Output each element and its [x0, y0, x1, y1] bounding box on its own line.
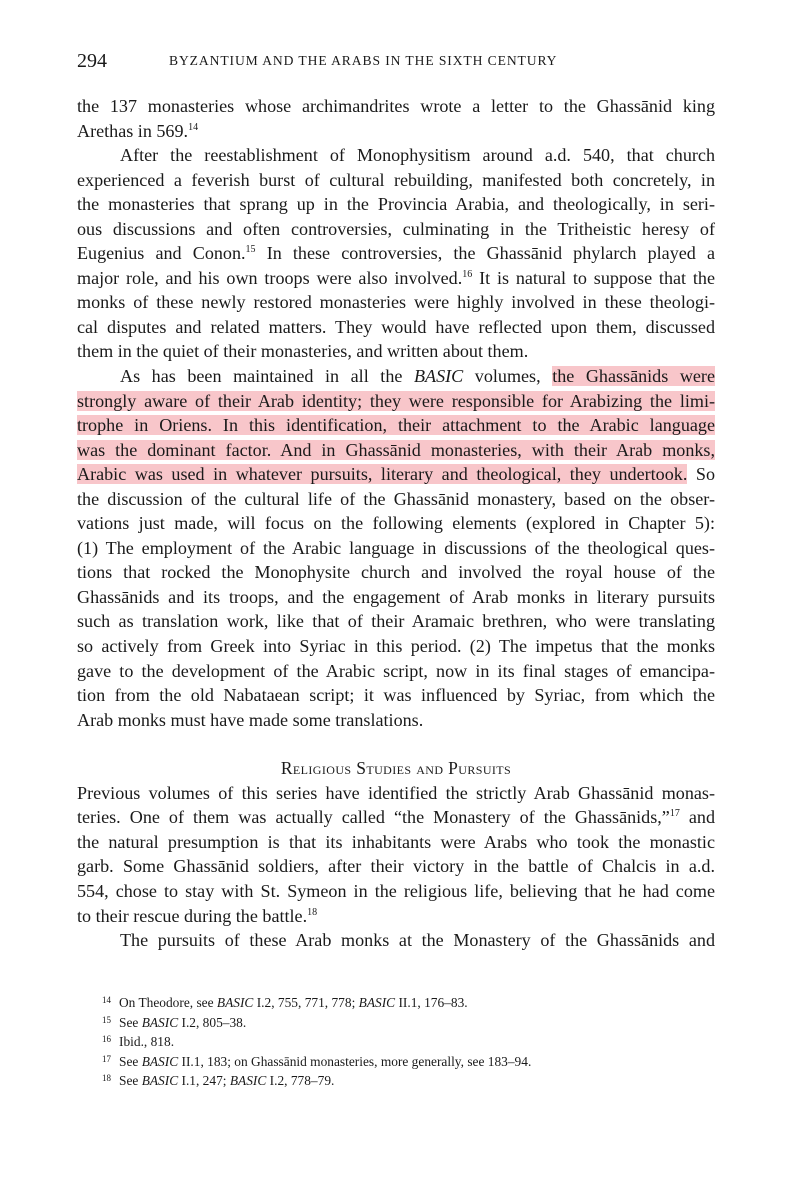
footnote: 14 On Theodore, see BASIC I.2, 755, 771, 778; BASIC II.1, 176–83.: [102, 995, 468, 1010]
text-line: [77, 462, 715, 487]
text-line: [77, 389, 715, 414]
text-line: [77, 904, 715, 929]
footnote-text: II.1, 176–83.: [395, 995, 468, 1010]
footnote-text: II.1, 183; on Ghassānid monasteries, more generally, see 183–94.: [178, 1053, 532, 1069]
text-line: [77, 659, 715, 684]
italic-title: BASIC: [216, 995, 254, 1010]
footnote-ref[interactable]: 16: [462, 268, 473, 280]
text-line: [77, 94, 715, 119]
text-run: Arab monks must have made some translations.: [77, 709, 424, 730]
text-line: [77, 805, 715, 830]
italic-title: BASIC: [413, 366, 464, 387]
footnote: 17 See BASIC II.1, 183; on Ghassānid monasteries, more generally, see 183–94.: [102, 1053, 532, 1069]
text-line: [77, 854, 715, 879]
body-text: [77, 94, 715, 953]
text-run: volumes,: [463, 366, 553, 387]
footnotes: [102, 993, 531, 1091]
text-run: the natural presumption is that its inhabitants were Arabs who took the monastic: [77, 831, 715, 852]
text-line: [77, 266, 715, 291]
text-run: the discussion of the cultural life of the Ghassānid monastery, based on the obser-: [77, 488, 715, 509]
text-line: [77, 413, 715, 438]
section-heading: Religious Studies and Pursuits: [280, 758, 512, 779]
page-number: 294: [77, 50, 107, 72]
text-line: [77, 438, 715, 463]
footnote-text: I.2, 778–79.: [266, 1073, 335, 1089]
footnote-text: See: [119, 1073, 142, 1089]
page-header: [77, 50, 697, 76]
text-run: them in the quiet of their monasteries, and written about them.: [77, 341, 529, 362]
text-line: [77, 119, 715, 144]
paragraphs-after-heading: [77, 781, 715, 953]
text-line: [77, 609, 715, 634]
text-line: [77, 217, 715, 242]
text-run: teries. One of them was actually called “the Monastery of the Ghassānids,”: [77, 807, 670, 828]
text-run: and: [679, 807, 715, 828]
text-line: [77, 364, 715, 389]
text-line: [77, 585, 715, 610]
text-run: experienced a feverish burst of cultural rebuilding, manifested both concretely, in: [77, 169, 715, 190]
text-line: [77, 168, 715, 193]
text-line: [77, 708, 715, 733]
text-run: Previous volumes of this series have identified the strictly Arab Ghassānid monas-: [77, 782, 715, 803]
highlighted-text: Arabic was used in whatever pursuits, literary and theological, they undertook.: [77, 464, 688, 485]
text-run: (1) The employment of the Arabic language in discussions of the theological ques-: [77, 537, 715, 558]
footnote-ref[interactable]: 18: [307, 906, 318, 918]
text-line: [77, 241, 715, 266]
text-run: In these controversies, the Ghassānid phylarch played a: [255, 243, 715, 264]
text-line: [77, 487, 715, 512]
text-run: ous discussions and often controversies, culminating in the Tritheistic heresy of: [77, 218, 715, 239]
footnote: 16 Ibid., 818.: [102, 1034, 175, 1050]
text-run: Arethas in 569.: [77, 120, 189, 141]
text-run: major role, and his own troops were also involved.: [77, 267, 463, 288]
footnote: 18 See BASIC I.1, 247; BASIC I.2, 778–79.: [102, 1073, 335, 1089]
text-run: The pursuits of these Arab monks at the Monastery of the Ghassānids and: [120, 930, 715, 951]
text-run: So: [687, 464, 715, 485]
text-line: [77, 143, 715, 168]
text-line: [77, 536, 715, 561]
text-run: to their rescue during the battle.: [77, 905, 308, 926]
text-line: [77, 928, 715, 953]
footnote: 15 See BASIC I.2, 805–38.: [102, 1014, 247, 1030]
text-line: [77, 683, 715, 708]
text-run: gave to the development of the Arabic script, now in its final stages of emancipa-: [77, 660, 715, 681]
italic-title: BASIC: [358, 995, 396, 1010]
text-line: [77, 879, 715, 904]
text-line: [77, 830, 715, 855]
text-run: 554, chose to stay with St. Symeon in the religious life, believing that he had come: [77, 880, 715, 901]
text-line: [77, 192, 715, 217]
footnote-text: On Theodore, see: [119, 995, 217, 1010]
text-run: garb. Some Ghassānid soldiers, after their victory in the battle of Chalcis in a.d.: [77, 856, 715, 877]
text-run: such as translation work, like that of their Aramaic brethren, who were translating: [77, 611, 715, 632]
italic-title: BASIC: [229, 1073, 267, 1089]
footnote-text: I.2, 805–38.: [178, 1014, 247, 1030]
text-run: tion from the old Nabataean script; it was influenced by Syriac, from which the: [77, 685, 715, 706]
footnote-text: I.2, 755, 771, 778;: [253, 995, 359, 1010]
text-run: As has been maintained in all the: [120, 366, 414, 387]
text-run: so actively from Greek into Syriac in this period. (2) The impetus that the monks: [77, 636, 715, 657]
text-line: [77, 781, 715, 806]
text-run: the 137 monasteries whose archimandrites wrote a letter to the Ghassānid king: [77, 96, 715, 116]
highlighted-text: was the dominant factor. And in Ghassānid monasteries, with their Arab monks,: [77, 439, 715, 460]
section-gap: [77, 732, 715, 756]
text-run: the monasteries that sprang up in the Provincia Arabia, and theologically, in seri-: [77, 194, 715, 215]
footnote-text: Ibid., 818.: [119, 1034, 175, 1050]
text-line: [77, 511, 715, 536]
footnote-text: I.1, 247;: [178, 1073, 230, 1089]
text-run: Eugenius and Conon.: [77, 243, 246, 264]
text-line: [77, 339, 715, 364]
text-run: After the reestablishment of Monophysitism around a.d. 540, that church: [120, 145, 715, 166]
running-head: BYZANTIUM AND THE ARABS IN THE SIXTH CENTURY: [169, 53, 558, 68]
footnote-text: See: [119, 1014, 142, 1030]
highlighted-text: trophe in Oriens. In this identification, their attachment to the Arabic language: [77, 415, 715, 436]
text-run: It is natural to suppose that the: [472, 267, 715, 288]
text-run: cal disputes and related matters. They would have reflected upon them, discussed: [77, 316, 715, 337]
footnote-text: See: [119, 1053, 142, 1069]
paragraphs-before-heading: [77, 94, 715, 732]
footnote-ref[interactable]: 14: [188, 121, 199, 133]
italic-title: BASIC: [141, 1014, 179, 1030]
italic-title: BASIC: [141, 1053, 179, 1069]
footnote-ref[interactable]: 15: [245, 244, 256, 256]
text-line: [77, 560, 715, 585]
text-run: vations just made, will focus on the following elements (explored in Chapter 5):: [77, 513, 715, 534]
text-run: tions that rocked the Monophysite church and involved the royal house of the: [77, 562, 715, 583]
text-line: [77, 315, 715, 340]
text-line: [77, 634, 715, 659]
text-run: monks of these newly restored monasteries were highly involved in these theologi-: [77, 292, 715, 313]
text-run: Ghassānids and its troops, and the engagement of Arab monks in literary pursuits: [77, 586, 715, 607]
footnote-ref[interactable]: 17: [669, 808, 680, 820]
highlighted-text: the Ghassānids were: [552, 366, 715, 387]
highlighted-text: strongly aware of their Arab identity; they were responsible for Arabizing the limi-: [77, 390, 715, 411]
italic-title: BASIC: [141, 1073, 179, 1089]
text-line: [77, 290, 715, 315]
